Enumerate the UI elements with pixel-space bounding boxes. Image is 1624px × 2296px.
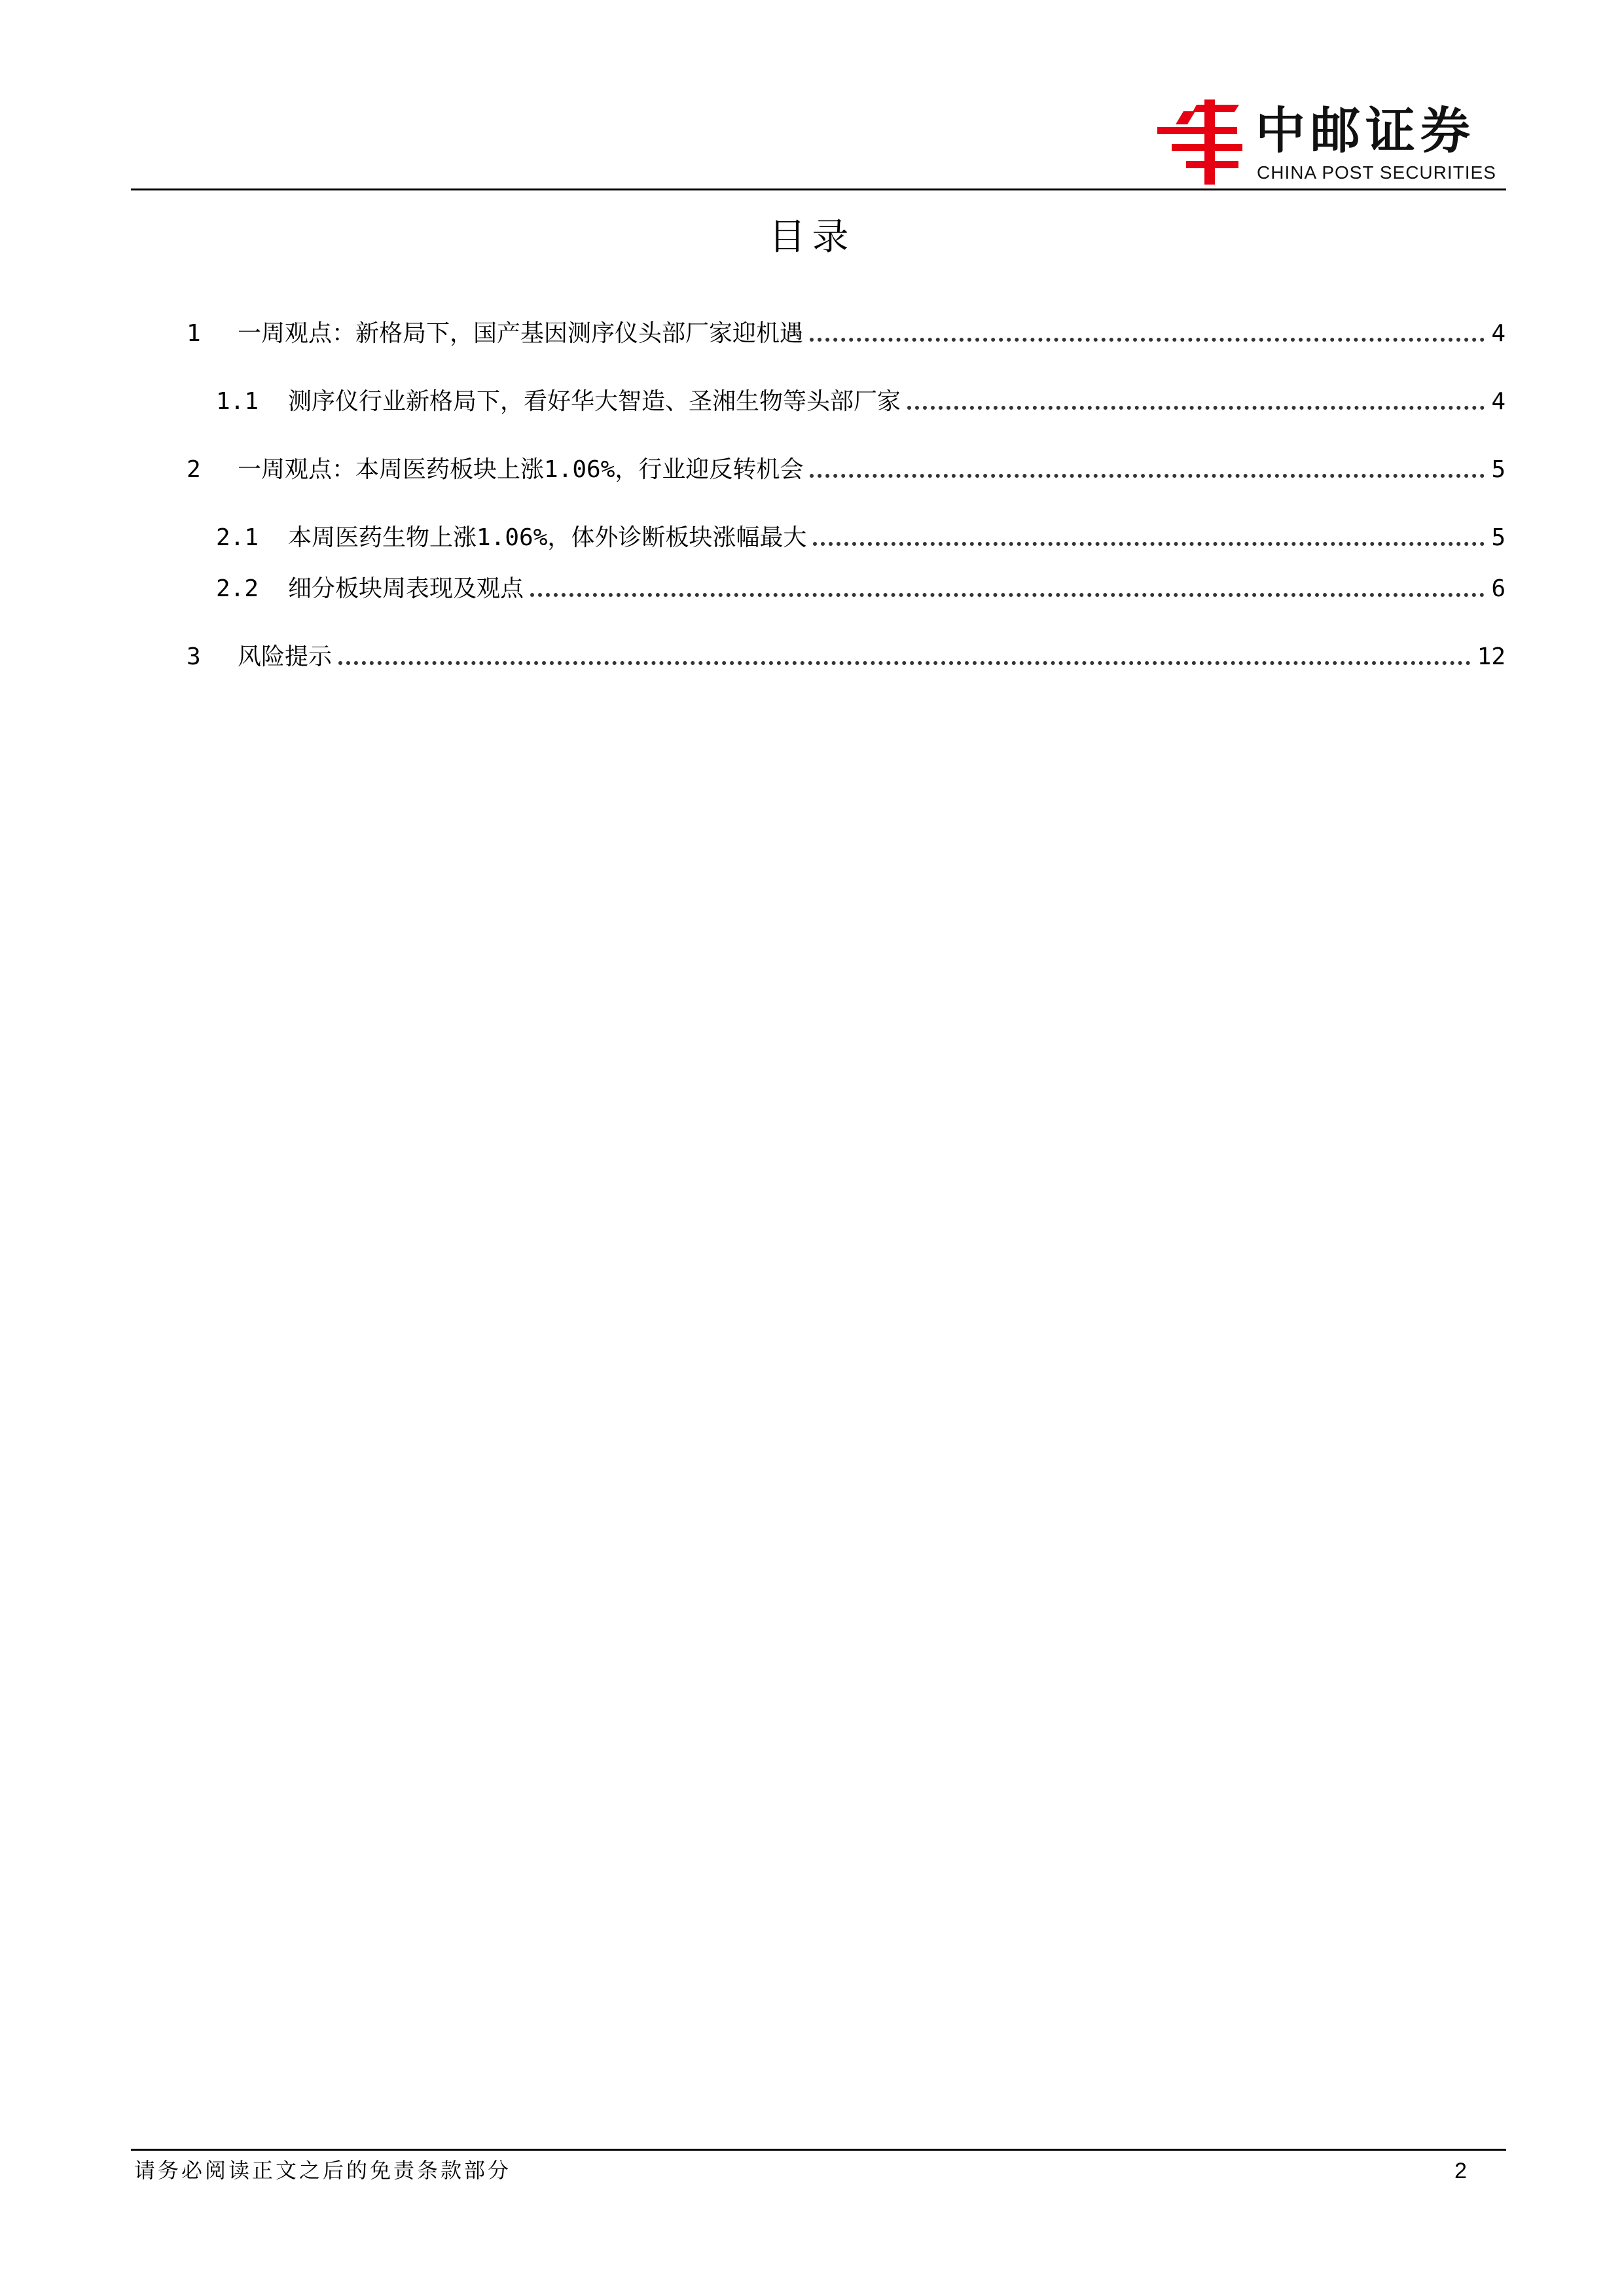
footer-divider — [131, 2149, 1506, 2151]
page-number: 2 — [1454, 2159, 1467, 2183]
toc-entry-number: 2.1 — [216, 524, 259, 551]
toc-dot-leader — [810, 338, 1485, 342]
toc-entry-3[interactable] — [187, 636, 1506, 669]
toc-entry-label: 测序仪行业新格局下，看好华大智造、圣湘生物等头部厂家 — [288, 388, 901, 415]
toc-entry-number: 1.1 — [216, 388, 259, 415]
company-logo — [1157, 98, 1511, 190]
toc-entry-1-1[interactable] — [216, 381, 1506, 414]
toc-dot-leader — [907, 406, 1485, 410]
toc-entry-page: 5 — [1491, 524, 1506, 551]
toc-dot-leader — [810, 474, 1485, 478]
toc-entry-number: 3 — [187, 643, 201, 670]
toc-entry-number: 2 — [187, 456, 201, 483]
logo-english-name: CHINA POST SECURITIES — [1257, 162, 1496, 183]
toc-entry-label: 细分板块周表现及观点 — [288, 575, 524, 602]
toc-entry-label: 一周观点：新格局下，国产基因测序仪头部厂家迎机遇 — [238, 320, 804, 347]
toc-entry-2-2[interactable] — [216, 568, 1506, 601]
toc-entry-2[interactable] — [187, 449, 1506, 482]
toc-entry-page: 12 — [1477, 643, 1506, 670]
toc-entry-page: 4 — [1491, 320, 1506, 347]
toc-entry-label: 一周观点：本周医药板块上涨1.06%，行业迎反转机会 — [238, 456, 804, 483]
toc-entry-1[interactable] — [187, 313, 1506, 346]
toc-entry-label: 风险提示 — [238, 643, 333, 670]
toc-dot-leader — [813, 542, 1485, 546]
header-divider — [131, 188, 1506, 190]
toc-dot-leader — [530, 593, 1485, 597]
toc-entry-number: 2.2 — [216, 575, 259, 602]
toc-title: 目录 — [768, 216, 856, 259]
footer-disclaimer: 请务必阅读正文之后的免责条款部分 — [134, 2158, 512, 2183]
toc-entry-2-1[interactable] — [216, 517, 1506, 550]
toc-entry-page: 6 — [1491, 575, 1506, 602]
toc-entry-page: 4 — [1491, 388, 1506, 415]
toc-entry-label: 本周医药生物上涨1.06%，体外诊断板块涨幅最大 — [288, 524, 807, 551]
china-post-logo-icon — [1157, 98, 1242, 187]
logo-chinese-name: 中邮证券 — [1255, 101, 1475, 160]
toc-entry-number: 1 — [187, 320, 201, 347]
toc-entry-page: 5 — [1491, 456, 1506, 483]
toc-dot-leader — [338, 661, 1471, 665]
